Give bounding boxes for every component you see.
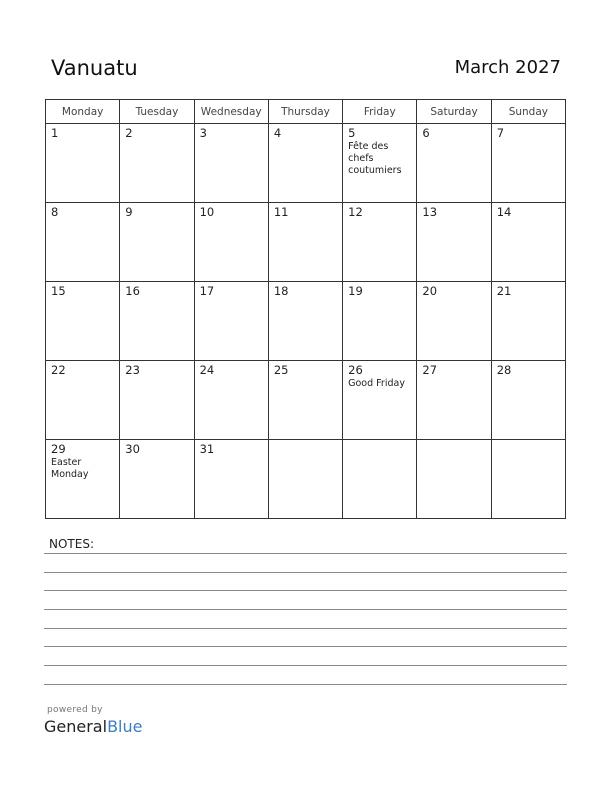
note-line xyxy=(44,590,567,591)
day-cell xyxy=(417,203,491,282)
month-year-title: March 2027 xyxy=(454,57,561,78)
day-number: 5 xyxy=(348,126,356,140)
day-cell xyxy=(120,124,194,203)
day-number: 21 xyxy=(496,284,512,298)
weekday-header-thursday: Thursday xyxy=(268,100,342,124)
day-cell-empty xyxy=(343,440,417,519)
day-number: 19 xyxy=(348,284,363,298)
day-number: 25 xyxy=(273,363,289,377)
day-number: 8 xyxy=(51,205,59,219)
week-row-3 xyxy=(46,282,566,361)
day-cell xyxy=(491,203,565,282)
day-number: 6 xyxy=(422,126,430,140)
note-line xyxy=(44,572,567,573)
day-number: 26 xyxy=(348,363,363,377)
day-cell xyxy=(46,361,120,440)
day-cell xyxy=(491,361,565,440)
day-number: 17 xyxy=(199,284,215,298)
day-number: 18 xyxy=(273,284,289,298)
day-number: 2 xyxy=(125,126,133,140)
day-number: 1 xyxy=(51,126,59,140)
day-number: 28 xyxy=(496,363,512,377)
day-number: 3 xyxy=(199,126,207,140)
day-number: 15 xyxy=(51,284,66,298)
note-line xyxy=(44,628,567,629)
day-cell xyxy=(343,361,417,440)
day-cell xyxy=(343,124,417,203)
day-number: 9 xyxy=(125,205,133,219)
day-cell-empty xyxy=(491,440,565,519)
day-cell xyxy=(491,282,565,361)
day-cell xyxy=(120,282,194,361)
day-cell xyxy=(46,282,120,361)
notes-label: NOTES: xyxy=(49,537,94,551)
day-cell xyxy=(268,361,342,440)
note-line xyxy=(44,553,567,554)
note-line xyxy=(44,609,567,610)
day-cell xyxy=(120,203,194,282)
day-cell xyxy=(417,361,491,440)
day-cell xyxy=(491,124,565,203)
day-cell xyxy=(46,203,120,282)
day-cell xyxy=(268,282,342,361)
day-number: 27 xyxy=(422,363,438,377)
day-cell xyxy=(268,203,342,282)
day-cell-empty xyxy=(268,440,342,519)
day-number: 12 xyxy=(348,205,363,219)
brand-blue-text: Blue xyxy=(107,717,143,736)
weekday-header-row xyxy=(46,100,566,124)
day-number: 14 xyxy=(496,205,512,219)
day-number: 16 xyxy=(125,284,140,298)
brand-general-text: General xyxy=(44,717,108,736)
day-cell xyxy=(194,282,268,361)
day-number: 10 xyxy=(199,205,215,219)
week-row-1 xyxy=(46,124,566,203)
weekday-header-sunday: Sunday xyxy=(491,100,565,124)
week-row-5 xyxy=(46,440,566,519)
day-cell-empty xyxy=(417,440,491,519)
day-number: 31 xyxy=(199,442,215,456)
day-cell xyxy=(194,361,268,440)
day-number: 24 xyxy=(199,363,215,377)
weekday-header-tuesday: Tuesday xyxy=(120,100,194,124)
day-cell xyxy=(46,124,120,203)
day-cell xyxy=(46,440,120,519)
day-number: 20 xyxy=(422,284,438,298)
day-number: 4 xyxy=(273,126,282,140)
day-number: 29 xyxy=(51,442,66,456)
week-row-2 xyxy=(46,203,566,282)
note-line xyxy=(44,646,567,647)
day-cell xyxy=(343,282,417,361)
note-line xyxy=(44,684,567,685)
day-cell xyxy=(194,124,268,203)
day-cell xyxy=(417,282,491,361)
day-number: 22 xyxy=(51,363,66,377)
day-cell xyxy=(120,440,194,519)
day-cell xyxy=(120,361,194,440)
brand-logo xyxy=(44,717,142,736)
holiday-label: Easter Monday xyxy=(51,457,89,480)
weekday-header-monday: Monday xyxy=(46,100,120,124)
day-cell xyxy=(417,124,491,203)
week-row-4 xyxy=(46,361,566,440)
powered-by-text: powered by xyxy=(47,705,103,715)
day-number: 30 xyxy=(125,442,140,456)
day-cell xyxy=(268,124,342,203)
day-number: 23 xyxy=(125,363,140,377)
holiday-label: Good Friday xyxy=(348,378,405,389)
weekday-header-wednesday: Wednesday xyxy=(194,100,268,124)
weekday-header-saturday: Saturday xyxy=(417,100,491,124)
calendar-grid xyxy=(45,99,566,519)
holiday-label: Fête des chefs coutumiers xyxy=(348,141,402,176)
country-title: Vanuatu xyxy=(51,56,138,80)
day-cell xyxy=(343,203,417,282)
day-cell xyxy=(194,440,268,519)
day-cell xyxy=(194,203,268,282)
day-number: 11 xyxy=(273,205,289,219)
note-line xyxy=(44,665,567,666)
day-number: 7 xyxy=(496,126,505,140)
weekday-header-friday: Friday xyxy=(343,100,417,124)
day-number: 13 xyxy=(422,205,438,219)
